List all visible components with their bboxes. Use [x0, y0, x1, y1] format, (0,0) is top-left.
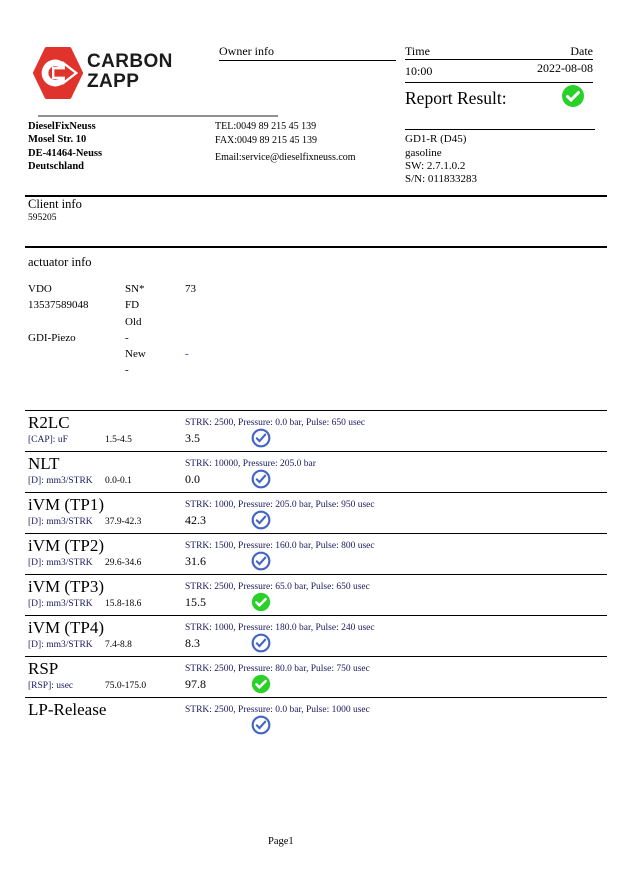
check-pass-green-icon: [251, 674, 271, 694]
test-unit-label: [RSP]: usec: [28, 681, 74, 691]
test-name: iVM (TP3): [28, 577, 105, 596]
test-parameters: STRK: 10000, Pressure: 205.0 bar: [185, 459, 316, 469]
test-measured-value: 31.6: [185, 554, 206, 568]
test-row: [25, 410, 607, 452]
test-range: 0.0-0.1: [105, 476, 132, 486]
company-email: Email:service@dieselfixneuss.com: [215, 152, 356, 163]
test-measured-value: 8.3: [185, 636, 200, 650]
company-tel: TEL:0049 89 215 45 139: [215, 121, 317, 132]
actuator-value-cell: 73: [185, 283, 196, 295]
logo-divider: [38, 115, 278, 117]
test-row: [25, 533, 607, 575]
test-parameters: STRK: 2500, Pressure: 0.0 bar, Pulse: 1000 usec: [185, 705, 370, 715]
actuator-value-cell: -: [185, 348, 189, 361]
check-ok-blue-icon: [251, 551, 271, 571]
actuator-value-cell: [185, 297, 368, 313]
carbon-zapp-logo-icon: [33, 46, 83, 100]
test-name: RSP: [28, 659, 59, 678]
actuator-brand-cell: 13537589048: [28, 299, 89, 312]
brand-line2: ZAPP: [87, 71, 140, 92]
company-street: Mosel Str. 10: [28, 134, 87, 146]
machine-block: [405, 133, 466, 160]
machine-version-block: [405, 160, 477, 185]
actuator-brand-cell: [28, 314, 125, 330]
actuator-brand-cell: [28, 362, 125, 378]
company-address-block: [28, 120, 102, 174]
actuator-brand-cell: [28, 346, 125, 362]
check-ok-blue-icon: [251, 633, 271, 653]
test-row: [25, 492, 607, 534]
test-parameters: STRK: 2500, Pressure: 65.0 bar, Pulse: 650 usec: [185, 582, 370, 592]
section-divider: [25, 195, 607, 197]
test-range: 29.6-34.6: [105, 558, 142, 568]
report-result-label: Report Result:: [405, 88, 507, 108]
actuator-info-label: actuator info: [28, 255, 92, 269]
check-ok-blue-icon: [251, 715, 271, 735]
actuator-brand-cell: VDO: [28, 283, 52, 295]
time-value: 10:00: [405, 64, 433, 78]
actuator-field-cell: SN*: [125, 283, 145, 295]
date-value: 2022-08-08: [537, 61, 593, 75]
test-range: 7.4-8.8: [105, 640, 132, 650]
brand-line1: CARBON: [87, 51, 173, 72]
client-info-label: Client info: [28, 197, 82, 211]
test-row: [25, 451, 607, 493]
machine-model: GD1-R (D45): [405, 133, 467, 145]
page-number: Page1: [268, 836, 294, 847]
actuator-row: [28, 330, 368, 346]
actuator-field-cell: -: [125, 331, 129, 344]
client-id: 595205: [28, 213, 57, 223]
actuator-field-cell: FD: [125, 299, 140, 312]
test-row: [25, 615, 607, 657]
actuator-row: [28, 346, 368, 362]
actuator-row: [28, 281, 368, 297]
actuator-brand-cell: GDI-Piezo: [28, 331, 76, 344]
check-ok-blue-icon: [251, 469, 271, 489]
test-range: 37.9-42.3: [105, 517, 142, 527]
actuator-row: [28, 362, 368, 378]
test-unit-label: [D]: mm3/STRK: [28, 476, 93, 486]
test-measured-value: 97.8: [185, 677, 206, 691]
check-ok-blue-icon: [251, 510, 271, 530]
report-result-pass-icon: [561, 84, 585, 108]
company-fax: FAX:0049 89 215 45 139: [215, 135, 318, 146]
tests-table: [25, 410, 607, 750]
test-measured-value: 3.5: [185, 431, 200, 445]
test-parameters: STRK: 2500, Pressure: 0.0 bar, Pulse: 650 usec: [185, 418, 366, 428]
test-unit-label: [D]: mm3/STRK: [28, 558, 93, 568]
test-name: NLT: [28, 454, 60, 473]
test-parameters: STRK: 1500, Pressure: 160.0 bar, Pulse: 800 usec: [185, 541, 375, 551]
machine-software: SW: 2.7.1.0.2: [405, 160, 466, 172]
test-range: 75.0-175.0: [105, 681, 147, 691]
test-parameters: STRK: 2500, Pressure: 80.0 bar, Pulse: 750 usec: [185, 664, 370, 674]
actuator-value-cell: [185, 330, 368, 346]
test-row: [25, 574, 607, 616]
test-parameters: STRK: 1000, Pressure: 205.0 bar, Pulse: 950 usec: [185, 500, 375, 510]
test-name: iVM (TP4): [28, 618, 105, 637]
company-country: Deutschland: [28, 161, 85, 173]
test-name: LP-Release: [28, 700, 107, 719]
machine-divider: [405, 129, 595, 130]
test-unit-label: [D]: mm3/STRK: [28, 599, 93, 609]
actuator-row: [28, 314, 368, 330]
test-unit-label: [D]: mm3/STRK: [28, 640, 93, 650]
test-name: iVM (TP2): [28, 536, 105, 555]
actuator-value-cell: [185, 362, 368, 378]
owner-info-underline: [219, 60, 396, 61]
machine-fuel: gasoline: [405, 146, 442, 159]
company-city: DE-41464-Neuss: [28, 147, 103, 159]
company-name: DieselFixNeuss: [28, 121, 96, 132]
test-unit-label: [CAP]: uF: [28, 435, 68, 445]
test-row: [25, 697, 607, 739]
time-label: Time: [405, 44, 430, 58]
test-parameters: STRK: 1000, Pressure: 180.0 bar, Pulse: 240 usec: [185, 623, 375, 633]
check-ok-blue-icon: [251, 428, 271, 448]
time-date-divider-bottom: [405, 82, 593, 83]
test-unit-label: [D]: mm3/STRK: [28, 517, 93, 527]
actuator-info-grid: [28, 281, 368, 379]
actuator-field-cell: New: [125, 348, 146, 361]
test-name: R2LC: [28, 413, 70, 432]
test-range: 15.8-18.6: [105, 599, 142, 609]
test-range: 1.5-4.5: [105, 435, 132, 445]
actuator-value-cell: [185, 314, 368, 330]
actuator-row: [28, 297, 368, 313]
date-label: Date: [570, 44, 593, 58]
test-row: [25, 656, 607, 698]
brand-wordmark: [87, 52, 173, 92]
check-pass-green-icon: [251, 592, 271, 612]
owner-info-label: Owner info: [219, 44, 274, 58]
test-name: iVM (TP1): [28, 495, 105, 514]
machine-serial: S/N: 011833283: [405, 172, 478, 185]
actuator-field-cell: -: [125, 364, 129, 377]
test-measured-value: 15.5: [185, 595, 206, 609]
section-divider: [25, 246, 607, 248]
test-measured-value: 0.0: [185, 472, 200, 486]
actuator-field-cell: Old: [125, 315, 142, 328]
test-measured-value: 42.3: [185, 513, 206, 527]
time-date-divider-top: [405, 59, 593, 60]
